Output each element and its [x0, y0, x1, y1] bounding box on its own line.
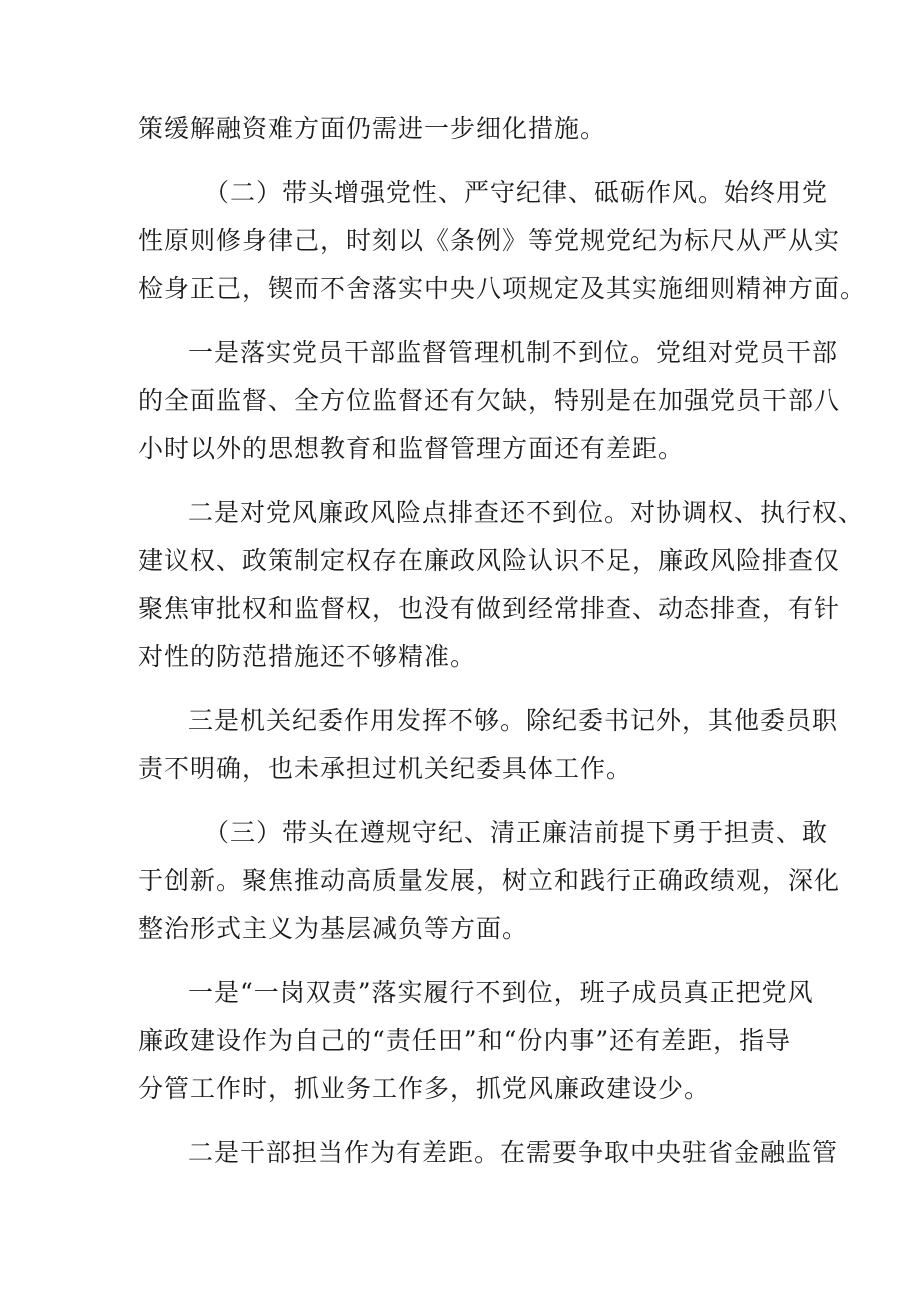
paragraph-start: 一是落实党员干部监督管理机制不到位。党组对党员干部	[188, 338, 839, 367]
text-line: 小时以外的思想教育和监督管理方面还有差距。	[138, 434, 685, 463]
paragraph-start: 一是“一岗双责”落实履行不到位，班子成员真正把党风	[188, 978, 814, 1007]
text-line: 策缓解融资难方面仍需进一步细化措施。	[138, 114, 607, 143]
text-line: 聚焦审批权和监督权，也没有做到经常排查、动态排查，有针	[138, 594, 841, 623]
text-line: 性原则修身律己，时刻以《条例》等党规党纪为标尺从严从实	[138, 226, 841, 255]
paragraph-start: 二是干部担当作为有差距。在需要争取中央驻省金融监管	[188, 1138, 839, 1167]
text-line: 检身正己，锲而不舍落实中央八项规定及其实施细则精神方面。	[138, 274, 867, 303]
paragraph-start: 二是对党风廉政风险点排查还不到位。对协调权、执行权、	[188, 498, 865, 527]
section-heading: （三）带头在遵规守纪、清正廉洁前提下勇于担责、敢	[204, 818, 829, 847]
text-line: 的全面监督、全方位监督还有欠缺，特别是在加强党员干部八	[138, 386, 841, 415]
text-line: 于创新。聚焦推动高质量发展，树立和践行正确政绩观，深化	[138, 866, 841, 895]
text-line: 建议权、政策制定权存在廉政风险认识不足，廉政风险排查仅	[138, 546, 841, 575]
text-line: 分管工作时，抓业务工作多，抓党风廉政建设少。	[138, 1074, 711, 1103]
section-heading: （二）带头增强党性、严守纪律、砥砺作风。始终用党	[204, 178, 829, 207]
text-line: 责不明确，也未承担过机关纪委具体工作。	[138, 754, 633, 783]
paragraph-start: 三是机关纪委作用发挥不够。除纪委书记外，其他委员职	[188, 706, 839, 735]
text-line: 对性的防范措施还不够精准。	[138, 642, 477, 671]
text-line: 整治形式主义为基层减负等方面。	[138, 914, 529, 943]
text-line: 廉政建设作为自己的“责任田”和“份内事”还有差距，指导	[138, 1026, 792, 1055]
